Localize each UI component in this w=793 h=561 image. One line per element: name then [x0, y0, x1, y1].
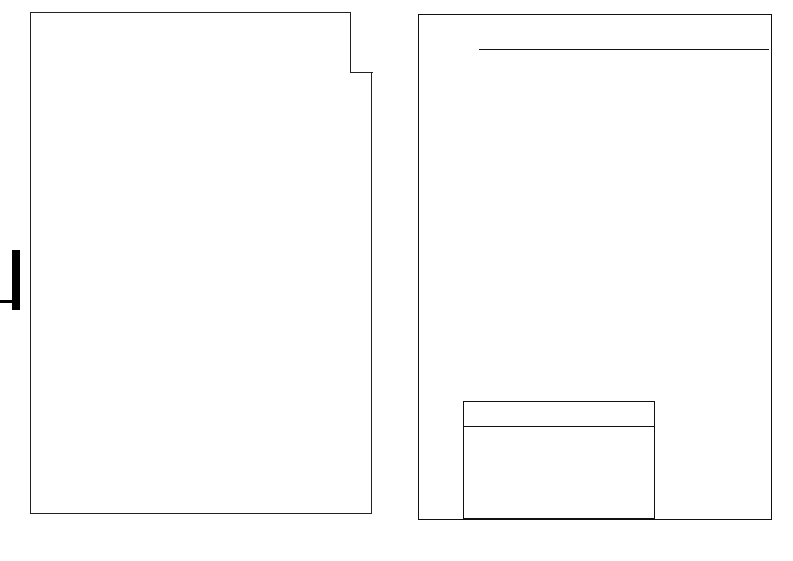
misc-book-list — [659, 401, 765, 517]
catalog-title — [479, 19, 769, 50]
binding-tick — [0, 300, 14, 303]
ruler-title — [464, 402, 654, 427]
left-text-frame — [30, 12, 372, 514]
left-text-columns — [35, 17, 345, 509]
mail-order-notice — [427, 47, 453, 367]
catalog-frame — [418, 14, 772, 520]
section-title-tab — [350, 12, 373, 73]
ruler-box — [463, 401, 655, 519]
left-page — [0, 0, 392, 561]
catalog-categories — [463, 51, 765, 397]
right-page — [400, 0, 793, 561]
ruler-size-grid — [472, 432, 648, 496]
